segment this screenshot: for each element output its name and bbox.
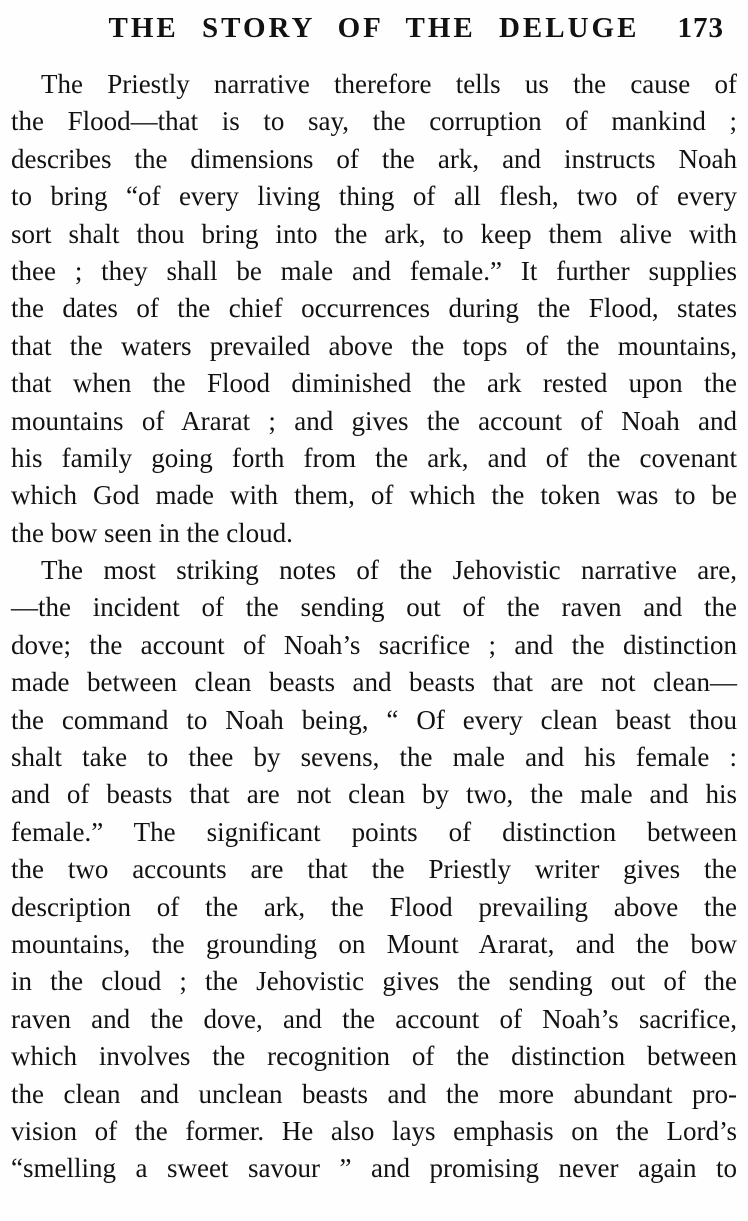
text-line: sort shalt thou bring into the ark, to keep them alive with bbox=[11, 218, 737, 249]
text-line: that when the Flood diminished the ark rested upon the bbox=[11, 368, 737, 399]
text-line: thee ; they shall be male and female.” It further supplies bbox=[11, 255, 737, 286]
text-line: the Flood—that is to say, the corruption of mankind ; bbox=[11, 106, 737, 137]
text-line: to bring “of every living thing of all flesh, two of every bbox=[11, 181, 737, 212]
text-line: in the cloud ; the Jehovistic gives the sending out of the bbox=[11, 966, 737, 997]
text-line: made between clean beasts and beasts that are not clean— bbox=[11, 667, 737, 698]
running-head-title: THE STORY OF THE DELUGE bbox=[108, 12, 640, 44]
text-line: which involves the recognition of the distinction between bbox=[11, 1041, 737, 1072]
page-number: 173 bbox=[677, 12, 724, 44]
text-line: the clean and unclean beasts and the more abundant pro- bbox=[11, 1078, 737, 1109]
text-line: the bow seen in the cloud. bbox=[11, 517, 293, 548]
text-line: female.” The significant points of distinction between bbox=[11, 816, 737, 847]
text-line: dove; the account of Noah’s sacrifice ; and the distinction bbox=[11, 629, 737, 660]
text-line: mountains, the grounding on Mount Ararat, and the bow bbox=[11, 928, 737, 959]
text-line: raven and the dove, and the account of Noah’s sacrifice, bbox=[11, 1003, 737, 1034]
body-text bbox=[11, 66, 737, 1188]
text-line: —the incident of the sending out of the raven and the bbox=[11, 592, 737, 623]
text-line: “smelling a sweet savour ” and promising never again to bbox=[11, 1153, 737, 1184]
text-line: which God made with them, of which the token was to be bbox=[11, 480, 737, 511]
text-line: description of the ark, the Flood prevailing above the bbox=[11, 891, 737, 922]
text-line: The Priestly narrative therefore tells us the cause of bbox=[41, 69, 737, 99]
text-line: the dates of the chief occurrences during the Flood, states bbox=[11, 293, 737, 324]
text-line: vision of the former. He also lays emphasis on the Lord’s bbox=[11, 1115, 737, 1146]
text-line: his family going forth from the ark, and of the covenant bbox=[11, 442, 737, 473]
text-line: describes the dimensions of the ark, and instructs Noah bbox=[11, 143, 737, 174]
page-header bbox=[14, 12, 734, 50]
text-line: shalt take to thee by sevens, the male and his female : bbox=[11, 742, 737, 773]
text-line: mountains of Ararat ; and gives the account of Noah and bbox=[11, 405, 737, 436]
text-line: the two accounts are that the Priestly writer gives the bbox=[11, 854, 737, 885]
text-line: and of beasts that are not clean by two, the male and his bbox=[11, 779, 737, 810]
text-line: the command to Noah being, “ Of every clean beast thou bbox=[11, 704, 737, 735]
text-line: that the waters prevailed above the tops of the mountains, bbox=[11, 330, 737, 361]
text-line: The most striking notes of the Jehovistic narrative are, bbox=[41, 555, 737, 586]
